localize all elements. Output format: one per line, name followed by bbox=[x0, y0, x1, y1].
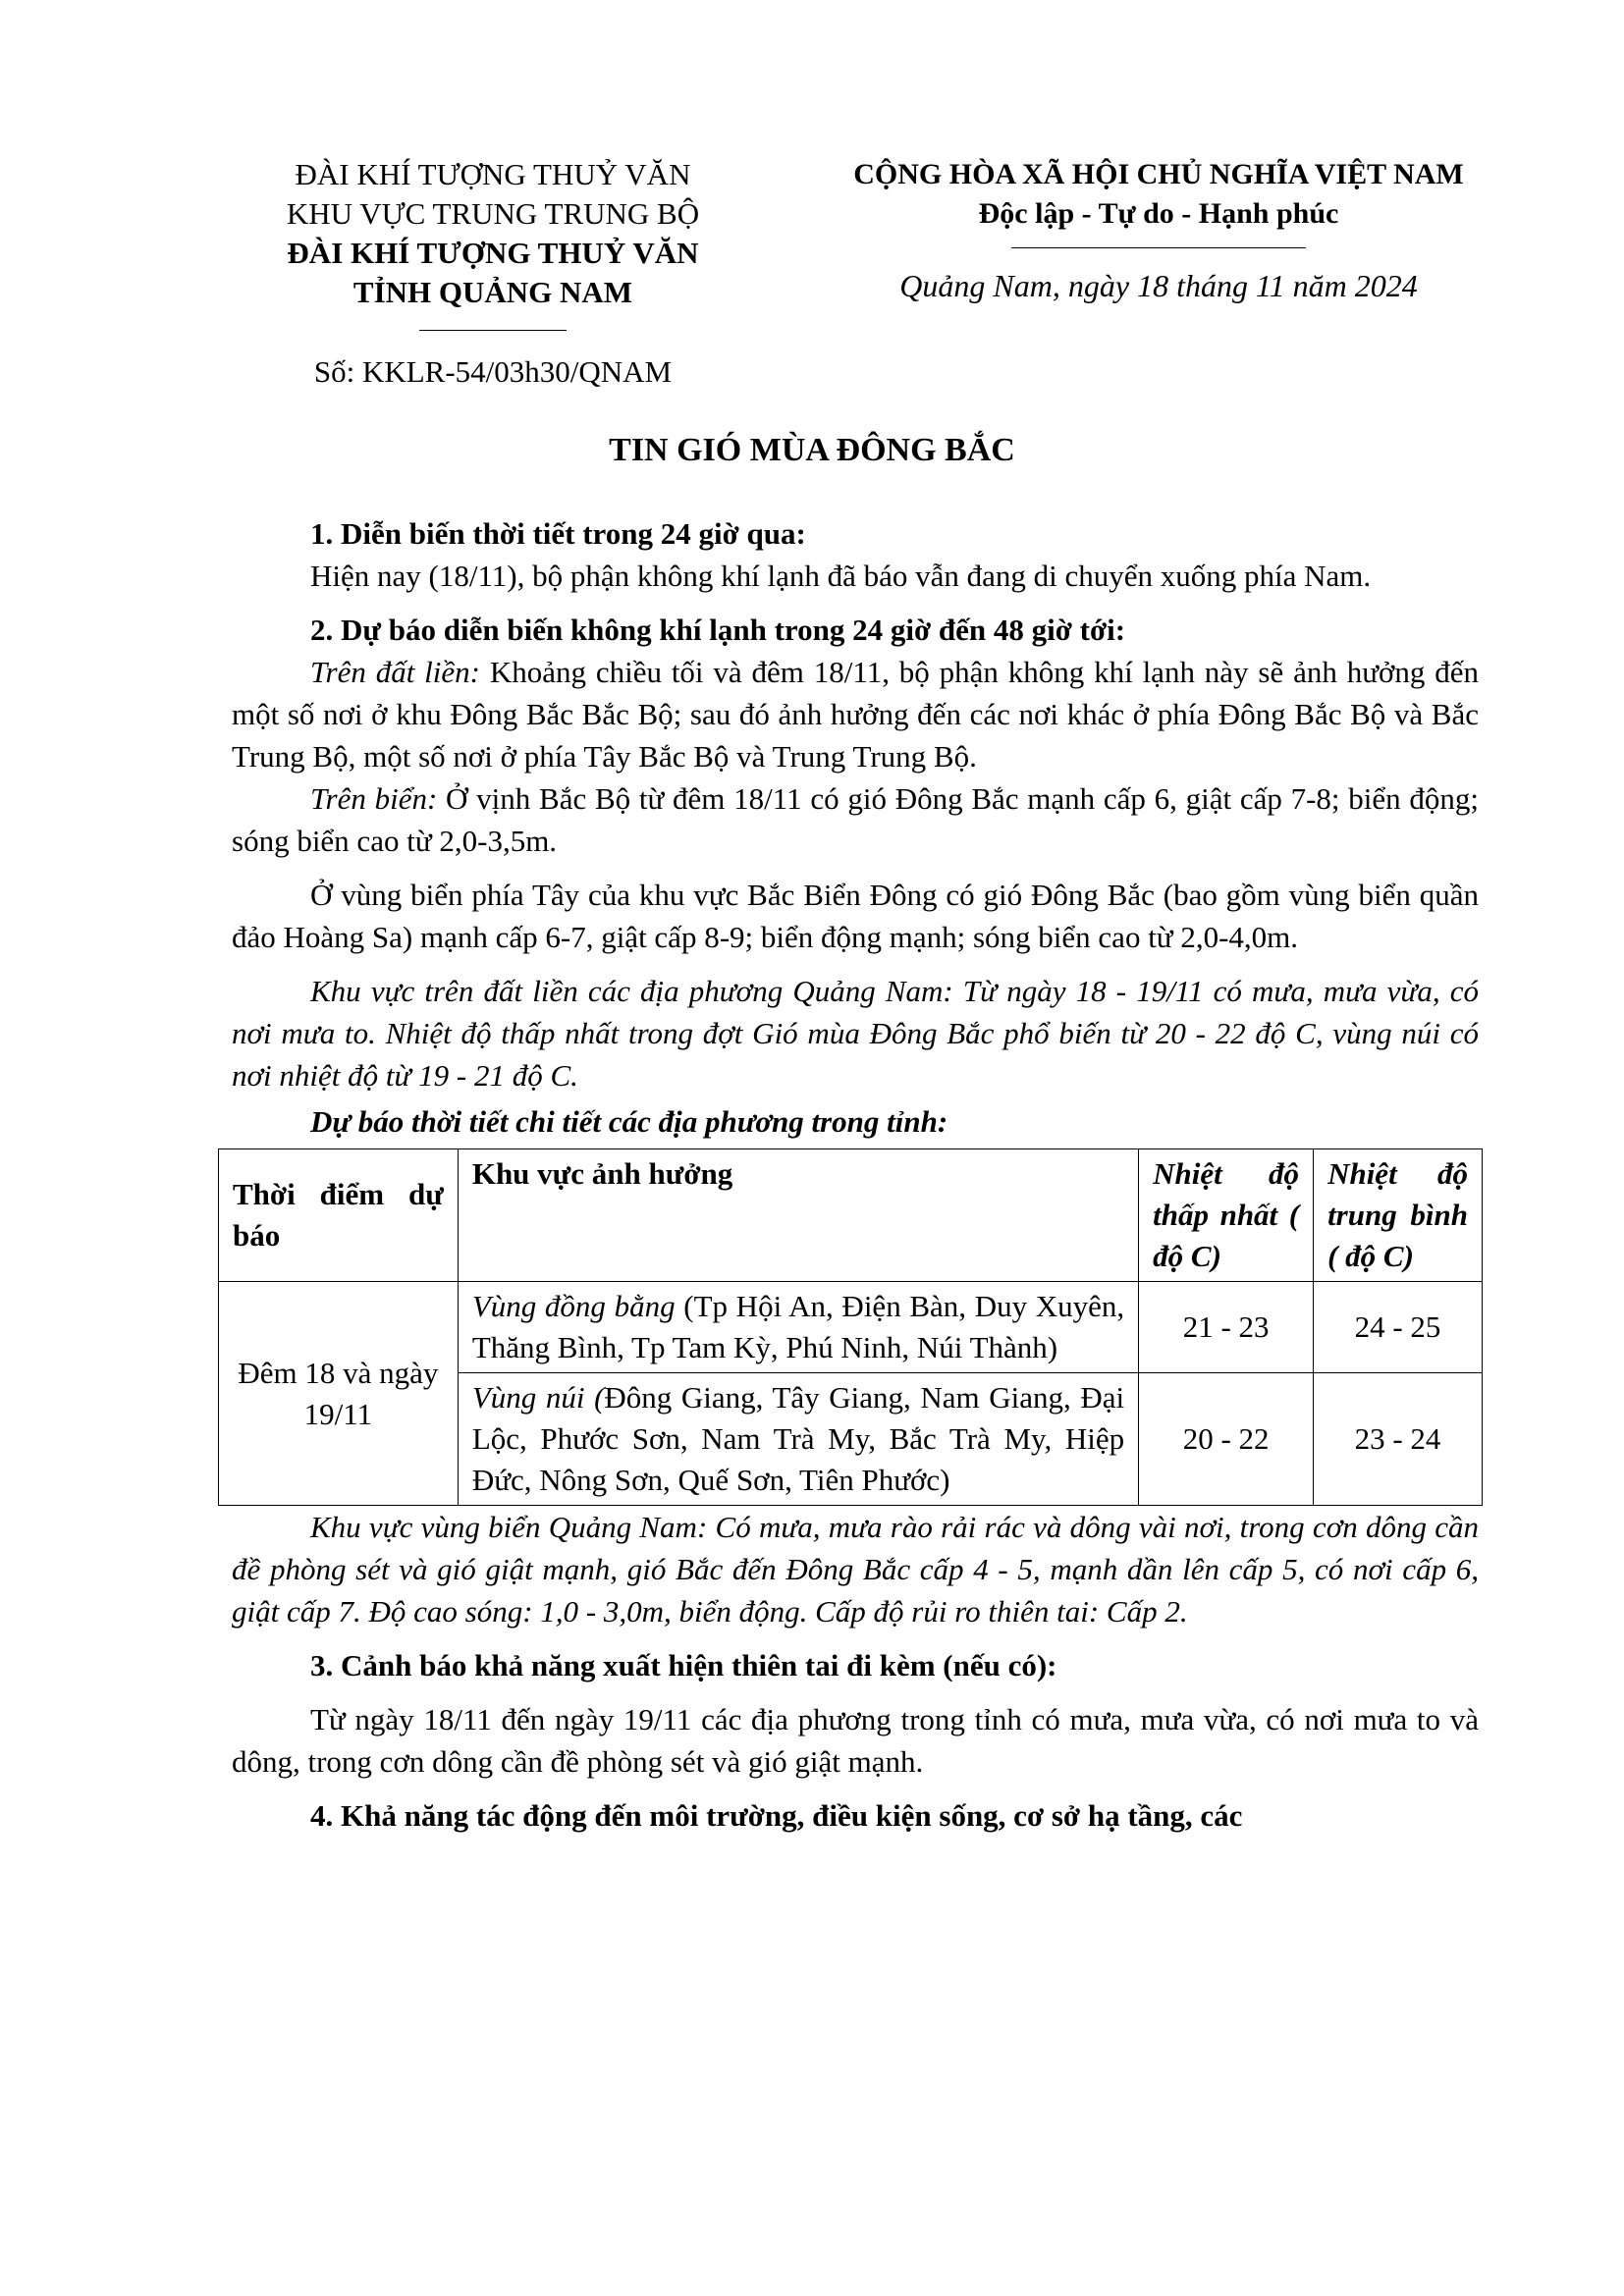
national-motto: Độc lập - Tự do - Hạnh phúc bbox=[978, 197, 1339, 230]
land-label: Trên đất liền: bbox=[310, 655, 480, 689]
table-header-row bbox=[219, 1149, 1483, 1282]
section-4-heading: 4. Khả năng tác động đến môi trường, điều kiện sống, cơ sở hạ tầng, các bbox=[310, 1798, 1243, 1833]
region-label: Vùng núi ( bbox=[471, 1380, 605, 1415]
sea-local-forecast: Khu vực vùng biển Quảng Nam: Có mưa, mưa rào rải rác và dông vài nơi, trong cơn dông cần đề phòng sét và gió giật mạnh, gió Bắc đến Đông Bắc cấp 4 - 5, mạnh dần lên cấp 5, có nơi cấp 6, giật cấp 7. Độ cao sóng: 1,0 - 3,0m, biển động. Cấp độ rủi ro thiên tai: Cấp 2. bbox=[232, 1510, 1479, 1629]
section-2-heading: 2. Dự báo diễn biến không khí lạnh trong 24 giờ đến 48 giờ tới: bbox=[310, 613, 1126, 647]
document-date: Quảng Nam, ngày 18 tháng 11 năm 2024 bbox=[899, 268, 1418, 303]
section-3-heading: 3. Cảnh báo khả năng xuất hiện thiên tai đi kèm (nếu có): bbox=[310, 1648, 1057, 1682]
header-divider-left bbox=[419, 330, 567, 331]
region-label: Vùng đồng bằng bbox=[471, 1289, 676, 1323]
land-text: Khoảng chiều tối và đêm 18/11, bộ phận không khí lạnh này sẽ ảnh hưởng đến một số nơi ở khu Đông Bắc Bắc Bộ; sau đó ảnh hưởng đến các nơi khác ở phía Đông Bắc Bộ và Bắc Trung Bộ, một số nơi ở phía Tây Bắc Bộ và Trung Trung Bộ. bbox=[232, 655, 1479, 774]
section-1-heading: 1. Diễn biến thời tiết trong 24 giờ qua: bbox=[310, 516, 806, 551]
agency-line-4: TỈNH QUẢNG NAM bbox=[352, 275, 633, 309]
agency-line-3: ĐÀI KHÍ TƯỢNG THUỶ VĂN bbox=[287, 236, 699, 270]
region-cell bbox=[458, 1373, 1138, 1506]
avg-temp: 23 - 24 bbox=[1314, 1373, 1483, 1506]
min-temp: 20 - 22 bbox=[1139, 1373, 1314, 1506]
document-number: Số: KKLR-54/03h30/QNAM bbox=[313, 354, 673, 389]
land-forecast bbox=[232, 651, 1479, 777]
agency-line-1: ĐÀI KHÍ TƯỢNG THUỶ VĂN bbox=[295, 157, 691, 191]
header-divider-right bbox=[1011, 247, 1306, 248]
document-body bbox=[232, 512, 1479, 1837]
sea-forecast-2: Ở vùng biển phía Tây của khu vực Bắc Biển Đông có gió Đông Bắc (bao gồm vùng biển quần đảo Hoàng Sa) mạnh cấp 6-7, giật cấp 8-9; biển động mạnh; sóng biển cao từ 2,0-4,0m. bbox=[232, 878, 1479, 954]
region-text: Đông Giang, Tây Giang, Nam Giang, Đại Lộc, Phước Sơn, Nam Trà My, Bắc Trà My, Hiệp Đức, Nông Sơn, Quế Sơn, Tiên Phước) bbox=[471, 1380, 1125, 1497]
avg-temp: 24 - 25 bbox=[1314, 1282, 1483, 1373]
min-temp: 21 - 23 bbox=[1139, 1282, 1314, 1373]
section-3-text: Từ ngày 18/11 đến ngày 19/11 các địa phương trong tỉnh có mưa, mưa vừa, có nơi mưa to và dông, trong cơn dông cần đề phòng sét và gió giật mạnh. bbox=[232, 1702, 1479, 1779]
agency-header bbox=[257, 155, 729, 392]
table-caption: Dự báo thời tiết chi tiết các địa phương trong tỉnh: bbox=[310, 1104, 948, 1139]
sea-forecast bbox=[232, 777, 1479, 862]
header-min-temp: Nhiệt độ thấp nhất ( độ C) bbox=[1139, 1149, 1314, 1282]
header-avg-temp: Nhiệt độ trung bình ( độ C) bbox=[1314, 1149, 1483, 1282]
national-header bbox=[815, 155, 1502, 305]
header-time: Thời điểm dự báo bbox=[219, 1149, 459, 1282]
agency-line-2: KHU VỰC TRUNG TRUNG BỘ bbox=[286, 196, 700, 231]
document-title: TIN GIÓ MÙA ĐÔNG BẮC bbox=[609, 432, 1015, 468]
local-forecast: Khu vực trên đất liền các địa phương Quảng Nam: Từ ngày 18 - 19/11 có mưa, mưa vừa, có nơi mưa to. Nhiệt độ thấp nhất trong đợt Gió mùa Đông Bắc phổ biến từ 20 - 22 độ C, vùng núi có nơi nhiệt độ từ 19 - 21 độ C. bbox=[232, 974, 1479, 1093]
forecast-table bbox=[218, 1148, 1483, 1506]
region-cell bbox=[458, 1282, 1138, 1373]
sea-label: Trên biển: bbox=[310, 781, 438, 816]
sea-text: Ở vịnh Bắc Bộ từ đêm 18/11 có gió Đông Bắc mạnh cấp 6, giật cấp 7-8; biển động; sóng biển cao từ 2,0-3,5m. bbox=[232, 781, 1479, 858]
section-1-text: Hiện nay (18/11), bộ phận không khí lạnh đã báo vẫn đang di chuyển xuống phía Nam. bbox=[310, 559, 1372, 593]
region-text: (Tp Hội An, Điện Bàn, Duy Xuyên, Thăng Bình, Tp Tam Kỳ, Phú Ninh, Núi Thành) bbox=[471, 1289, 1125, 1364]
header-region: Khu vực ảnh hưởng bbox=[458, 1149, 1138, 1282]
forecast-time: Đêm 18 và ngày 19/11 bbox=[219, 1282, 459, 1506]
national-title: CỘNG HÒA XÃ HỘI CHỦ NGHĨA VIỆT NAM bbox=[853, 158, 1464, 190]
table-row bbox=[219, 1282, 1483, 1373]
